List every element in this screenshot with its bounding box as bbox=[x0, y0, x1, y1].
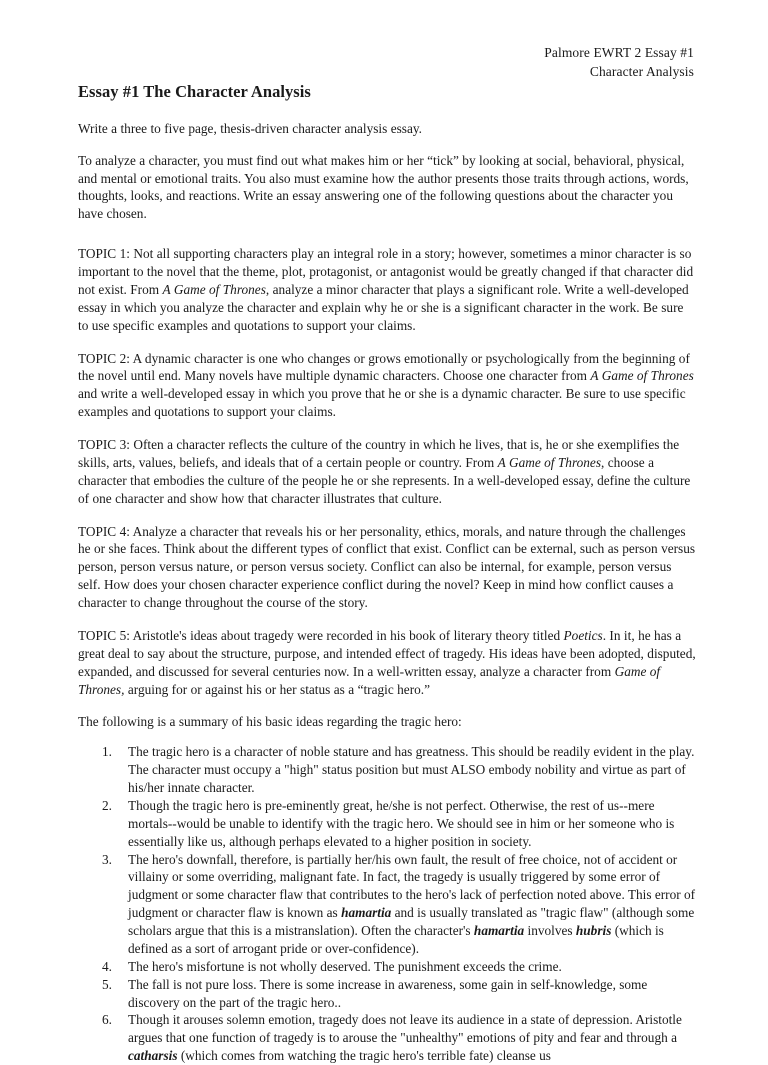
topic-5-text-part-3: arguing for or against his or her status as a “tragic hero.” bbox=[124, 681, 431, 697]
topic-4-paragraph bbox=[78, 523, 696, 612]
list-item-3-term-hubris: hubris bbox=[575, 923, 612, 939]
list-item bbox=[78, 1011, 696, 1065]
topic-1-paragraph bbox=[78, 245, 696, 334]
topic-5-paragraph bbox=[78, 627, 696, 699]
topic-3-paragraph bbox=[78, 436, 696, 508]
topic-4-text-part-1: TOPIC 4: Analyze a character that reveals his or her personality, ethics, morals, and nature through the challenges he or she faces. Think about the different types of conflict that exist. Conflict can be external, such as person versus person, person versus nature, or person versus society. Conflict can also be internal, for example, person versus self. How does your chosen character experience conflict during the novel? Keep in mind how conflict causes a character to change throughout the course of the story. bbox=[78, 523, 696, 611]
document-body bbox=[78, 82, 696, 1065]
instruction-paragraph: Write a three to five page, thesis-driven character analysis essay. bbox=[78, 120, 422, 136]
topic-1-italic-title: A Game of Thrones bbox=[162, 281, 266, 297]
document-header bbox=[544, 44, 694, 81]
topic-1-text-part-2: , analyze a minor character that plays a significant role. Write a well-developed essay in which you analyze the character and explain why he or she is a significant character in the work. Be sure to use specific examples and quotations to support your claims. bbox=[78, 281, 689, 333]
topic-2-italic-title: A Game of Thrones bbox=[590, 368, 694, 384]
topic-2-text-part-1: TOPIC 2: A dynamic character is one who changes or grows emotionally or psychologically from the beginning of the novel until end. Many novels have multiple dynamic characters. Choose one character from bbox=[78, 350, 690, 384]
list-intro-paragraph: The following is a summary of his basic ideas regarding the tragic hero: bbox=[78, 714, 462, 730]
list-item-3-term-hamartia-2: hamartia bbox=[473, 923, 525, 939]
list-item-3-part-2: and is usually translated as "tragic flaw" (although some scholars argue that this is a mistranslation). Often the character's bbox=[128, 905, 695, 939]
list-item-1-text: The tragic hero is a character of noble stature and has greatness. This should be readily evident in the play. The character must occupy a "high" status position but must ALSO embody nobility and virtue as part of his/her innate character. bbox=[128, 744, 695, 796]
list-item bbox=[78, 797, 696, 851]
topic-2-text-part-2: and write a well-developed essay in which you prove that he or she is a dynamic character. Be sure to use specific examples and quotations to support your claims. bbox=[78, 386, 686, 420]
list-item-2-text: Though the tragic hero is pre-eminently great, he/she is not perfect. Otherwise, the rest of us--mere mortals--would be unable to identify with the tragic hero. We should see in him or her someone who is essentially like us, although perhaps elevated to a higher position in society. bbox=[128, 797, 675, 849]
list-item-6-term-catharsis: catharsis bbox=[128, 1048, 178, 1064]
topic-3-text-part-2: , choose a character that embodies the culture of the people he or she represents. In a well-developed essay, define the culture of one character and show how that character illustrates that culture. bbox=[78, 454, 691, 506]
list-item-3-part-3: involves bbox=[524, 923, 576, 939]
topic-5-italic-got: Game of Thrones, bbox=[78, 663, 661, 697]
topic-5-italic-poetics: Poetics bbox=[563, 627, 603, 643]
page-title: Essay #1 The Character Analysis bbox=[78, 82, 311, 101]
list-item-4-text: The hero's misfortune is not wholly deserved. The punishment exceeds the crime. bbox=[128, 958, 562, 974]
list-item bbox=[78, 851, 696, 958]
tragic-hero-list bbox=[78, 743, 696, 1065]
list-item-6-part-1: Though it arouses solemn emotion, tragedy does not leave its audience in a state of depression. Aristotle argues that one function of tragedy is to arouse the "unhealthy" emotions of pity and fear and through a bbox=[128, 1012, 682, 1046]
topic-3-italic-title: A Game of Thrones bbox=[497, 454, 602, 470]
topic-5-text-part-1: TOPIC 5: Aristotle's ideas about tragedy were recorded in his book of literary theory titled bbox=[78, 627, 564, 643]
topic-2-paragraph bbox=[78, 350, 696, 422]
list-item bbox=[78, 743, 696, 797]
list-item-3-part-4: (which is defined as a sort of arrogant pride or over-confidence). bbox=[128, 923, 664, 956]
header-course-line: Palmore EWRT 2 Essay #1 bbox=[544, 45, 694, 60]
analysis-overview-paragraph: To analyze a character, you must find out what makes him or her “tick” by looking at social, behavioral, physical, and mental or emotional traits. You also must examine how the author presents those traits through actions, words, thoughts, looks, and reactions. Write an essay answering one of the following questions about the character you have chosen. bbox=[78, 152, 689, 222]
header-subtitle-line: Character Analysis bbox=[589, 63, 694, 79]
topic-1-text-part-1: TOPIC 1: Not all supporting characters play an integral role in a story; however, sometimes a minor character is so important to the novel that the theme, plot, protagonist, or antagonist would be greatly changed if that character did not exist. From bbox=[78, 246, 694, 297]
topic-3-text-part-1: TOPIC 3: Often a character reflects the culture of the country in which he lives, that is, he or she exemplifies the skills, arts, values, beliefs, and ideals that of a certain people or country. From bbox=[78, 437, 680, 470]
list-item-5-text: The fall is not pure loss. There is some increase in awareness, some gain in self-knowledge, some discovery on the part of the tragic hero.. bbox=[128, 976, 648, 1010]
list-item-3-part-1: The hero's downfall, therefore, is partially her/his own fault, the result of free choice, not of accident or villainy or some overriding, malignant fate. In fact, the tragedy is usually triggered by some error of judgment or some character flaw that contributes to the hero's lack of perfection noted above. This error of judgment or character flaw is known as bbox=[128, 851, 696, 921]
list-item bbox=[78, 958, 696, 976]
list-item-3-term-hamartia-1: hamartia bbox=[341, 905, 392, 921]
list-item-6-part-2: (which comes from watching the tragic hero's terrible fate) cleanse us bbox=[177, 1048, 551, 1064]
topic-5-text-part-2: . In it, he has a great deal to say about the structure, purpose, and intended effect of tragedy. His ideas have been adopted, disputed, expanded, and discussed for several centuries now. In a well-written essay, analyze a character from bbox=[78, 627, 696, 679]
